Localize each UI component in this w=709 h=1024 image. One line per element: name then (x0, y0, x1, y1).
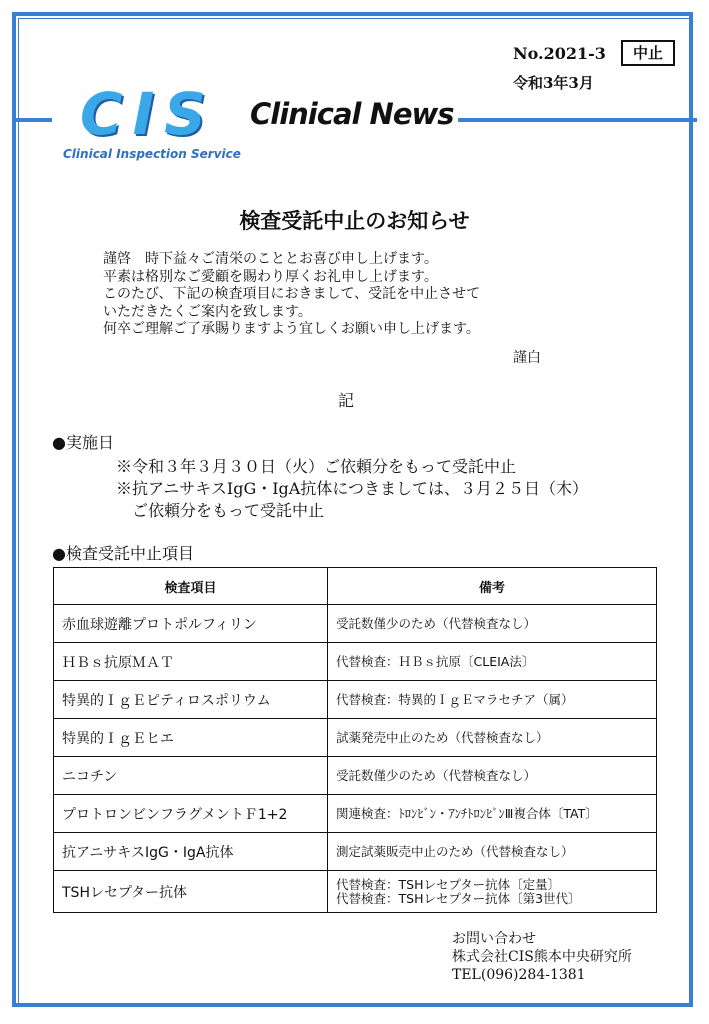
contact-phone: TEL(096)284-1381 (452, 967, 586, 983)
table-row (54, 681, 657, 719)
greeting-line: 謹啓 時下益々ご清栄のこととお喜び申し上げます。 (103, 251, 438, 267)
header-rule-right (458, 118, 697, 122)
status-badge: 中止 (621, 40, 675, 66)
test-item-remarks (328, 605, 657, 643)
test-item-name: 抗アニサキスIgG・IgA抗体 (54, 833, 328, 871)
remark-line: 代替検査：TSHレセプター抗体〔第3世代〕 (336, 890, 581, 906)
newsletter-title: Clinical News (250, 97, 454, 131)
test-item-name: TSHレセプター抗体 (54, 871, 328, 913)
test-item-remarks (328, 795, 657, 833)
greeting-line: 何卒ご理解ご了承賜りますよう宜しくお願い申し上げます。 (103, 321, 480, 338)
column-header-remarks: 備考 (328, 568, 657, 605)
remark-line: 代替検査：TSHレセプター抗体〔定量〕 (336, 876, 561, 892)
schedule-line: ※抗アニサキスIgG・IgA抗体につきましては、３月２５日（木） (116, 479, 589, 498)
table-row (54, 757, 657, 795)
issue-date: 令和3年3月 (513, 74, 594, 92)
greeting-line: 平素は格別なご愛顧を賜わり厚くお礼申し上げます。 (103, 268, 438, 285)
test-item-name: プロトロンビンフラグメントＦ1+2 (54, 795, 328, 833)
table-row (54, 833, 657, 871)
table-row (54, 871, 657, 913)
schedule-heading: ●実施日 (52, 433, 114, 452)
contact-company: 株式会社CIS熊本中央研究所 (452, 949, 632, 965)
test-item-name: ニコチン (54, 757, 328, 795)
contact-block (452, 930, 632, 984)
test-item-remarks (328, 643, 657, 681)
test-item-name: 赤血球遊離プロトポルフィリン (54, 605, 328, 643)
ki-marker: 記 (338, 391, 355, 410)
contact-label: お問い合わせ (452, 931, 536, 947)
remark-line: 受託数僅少のため（代替検査なし） (336, 767, 537, 783)
items-heading: ●検査受託中止項目 (52, 544, 194, 563)
header-rule-left (12, 118, 52, 122)
test-item-name: 特異的ＩｇＥヒエ (54, 719, 328, 757)
column-header-test-item: 検査項目 (54, 568, 328, 605)
schedule-line: ※令和３年３月３０日（火）ご依頼分をもって受託中止 (116, 457, 517, 476)
greeting-paragraph (103, 251, 480, 339)
remark-line: 代替検査：ＨＢｓ抗原〔CLEIA法〕 (336, 653, 535, 669)
issue-number: No.2021-3 (513, 44, 606, 63)
table-row (54, 719, 657, 757)
test-item-remarks (328, 833, 657, 871)
table-row (54, 605, 657, 643)
test-item-name: 特異的ＩｇＥピティロスポリウム (54, 681, 328, 719)
cis-logo: CIS (80, 80, 216, 148)
schedule-line: ご依頼分をもって受託中止 (132, 501, 325, 520)
remark-line: 関連検査：ﾄﾛﾝﾋﾞﾝ・ｱﾝﾁﾄﾛﾝﾋﾞﾝⅢ複合体〔TAT〕 (336, 805, 598, 821)
test-item-remarks (328, 681, 657, 719)
remark-line: 測定試薬販売中止のため（代替検査なし） (336, 843, 574, 859)
discontinued-items-table (53, 567, 657, 913)
notice-title: 検査受託中止のお知らせ (239, 208, 470, 233)
greeting-line: いただきたくご案内を致します。 (103, 303, 312, 320)
test-item-remarks (328, 757, 657, 795)
table-row (54, 795, 657, 833)
remark-line: 代替検査：特異的ＩｇＥマラセチア（属） (336, 691, 574, 707)
logo-tagline: Clinical Inspection Service (63, 147, 241, 161)
remark-line: 試薬発売中止のため（代替検査なし） (336, 729, 549, 745)
remark-line: 受託数僅少のため（代替検査なし） (336, 615, 537, 631)
table-row (54, 643, 657, 681)
greeting-line: このたび、下記の検査項目におきまして、受託を中止させて (103, 286, 481, 303)
table-header-row (54, 568, 657, 605)
test-item-name: ＨＢｓ抗原ＭＡＴ (54, 643, 328, 681)
test-item-remarks (328, 719, 657, 757)
closing-word: 謹白 (513, 350, 541, 366)
test-item-remarks (328, 871, 657, 913)
